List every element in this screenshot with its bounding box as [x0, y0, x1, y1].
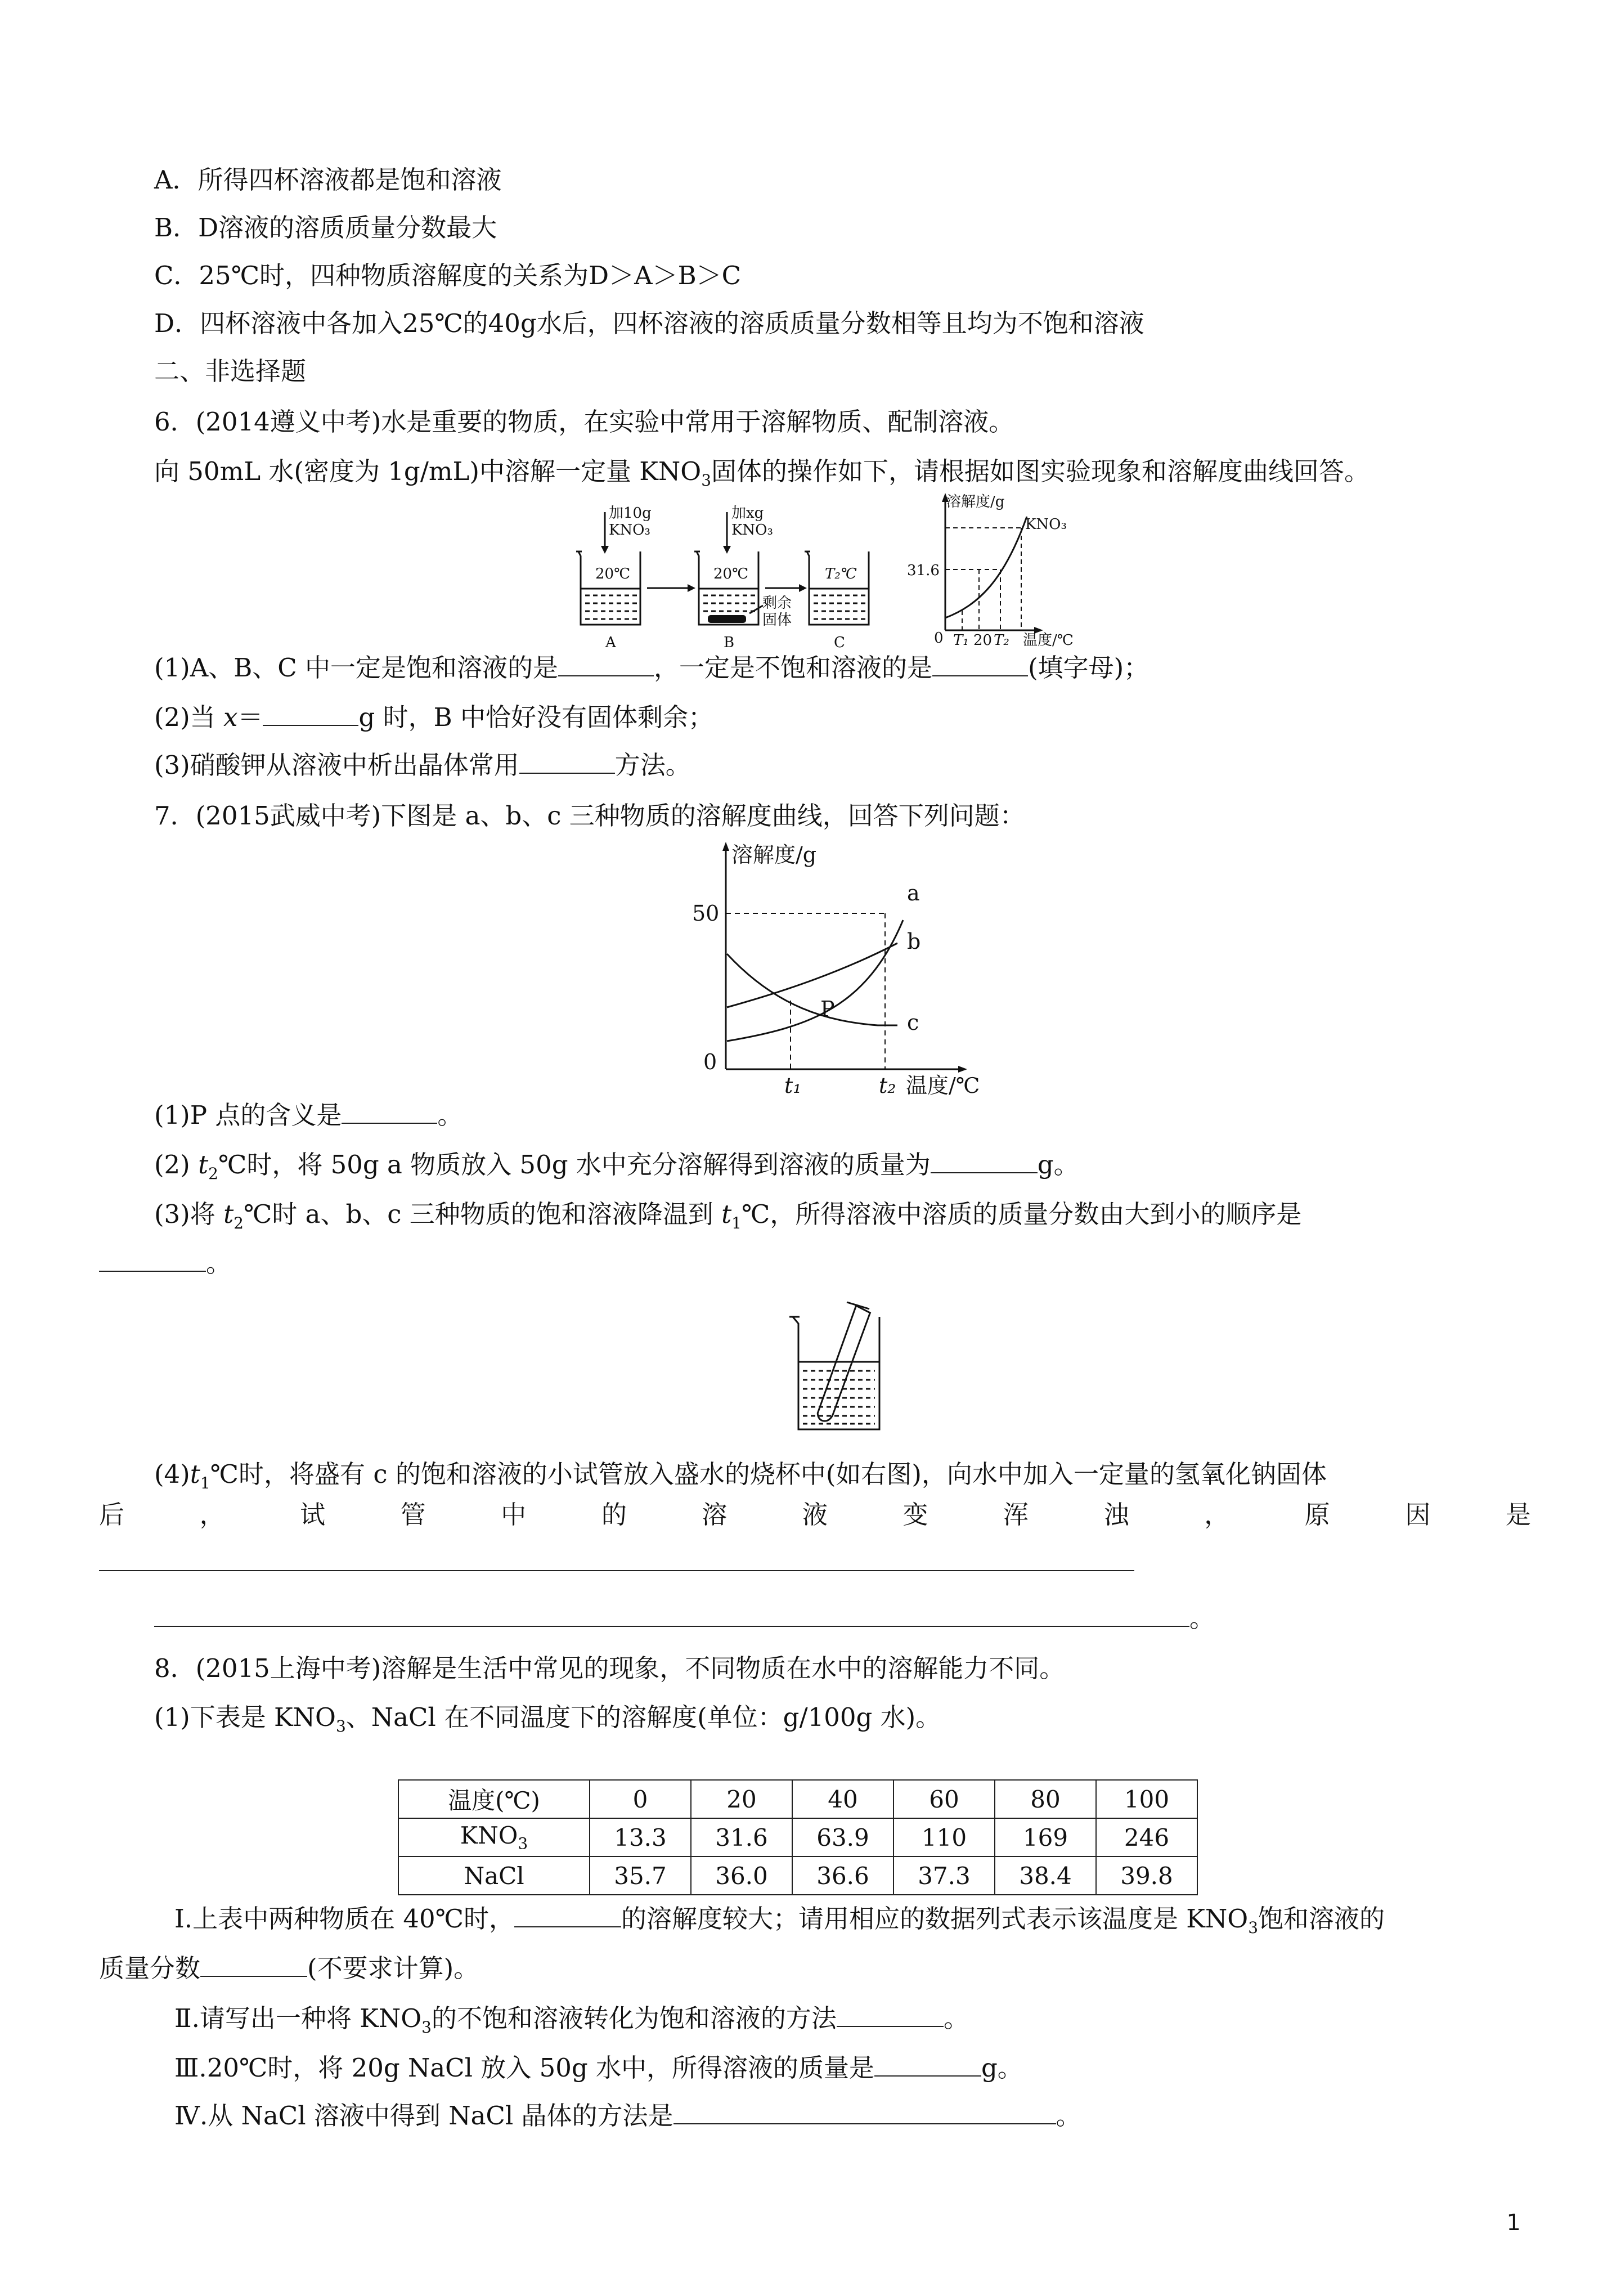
label-b: B — [724, 634, 735, 651]
table-row-label: NaCl — [398, 1856, 590, 1895]
answer-blank[interactable] — [154, 1603, 1189, 1627]
q8-item-iv: Ⅳ.从 NaCl 溶液中得到 NaCl 晶体的方法是 。 — [174, 2101, 1081, 2131]
table-cell: 110 — [893, 1818, 995, 1856]
graph-tick-t1: T₁ — [953, 632, 969, 647]
graph-ylabel: 溶解度/g — [946, 494, 1005, 510]
q8-item-iii: Ⅲ.20℃时，将 20g NaCl 放入 50g 水中，所得溶液的质量是 g。 — [174, 2053, 1023, 2083]
q6-solubility-graph — [895, 490, 1120, 647]
table-cell: 80 — [995, 1780, 1096, 1818]
q7-part4: $(4)t_1℃$时，将盛有 c 的饱和溶液的小试管放入盛水的烧杯中(如右图)，向水中加入一定量的氢氧化钠固体 — [154, 1459, 1327, 1492]
answer-blank[interactable] — [263, 702, 358, 726]
graph-tick-t2: T₂ — [994, 632, 1009, 647]
q6-part1: (1)A、B、C 中一定是饱和溶液的是 ，一定是不饱和溶液的是 (填字母)； — [154, 653, 1149, 683]
residue-line1: 剩余 — [762, 595, 792, 612]
q6-beaker-figure — [568, 495, 883, 658]
answer-blank[interactable] — [931, 1150, 1038, 1173]
chart-ylabel: 溶解度/g — [731, 842, 817, 867]
answer-blank[interactable] — [558, 653, 654, 676]
option-b: B．D溶液的溶质质量分数最大 — [154, 213, 497, 243]
q8-item-ii: Ⅱ.请写出一种将 $KNO_3$的不饱和溶液转化为饱和溶液的方法 。 — [174, 2003, 969, 2037]
chart-xlabel: 温度/℃ — [906, 1073, 980, 1098]
table-cell: 温度(℃) — [398, 1780, 590, 1818]
table-cell: 40 — [792, 1780, 893, 1818]
chart-t1: t₁ — [784, 1073, 802, 1098]
point-p-label: P — [820, 997, 835, 1021]
table-cell: 20 — [691, 1780, 792, 1818]
table-row-label: $KNO_3$ — [398, 1818, 590, 1856]
table-cell: 60 — [893, 1780, 995, 1818]
table-cell: 0 — [590, 1780, 691, 1818]
graph-curve-label: KNO₃ — [1025, 516, 1067, 533]
curve-label-b: b — [907, 929, 921, 954]
table-cell: 246 — [1096, 1818, 1197, 1856]
answer-blank[interactable] — [932, 653, 1028, 676]
table-cell: 39.8 — [1096, 1856, 1197, 1895]
answer-line[interactable] — [99, 1570, 1134, 1571]
table-cell: 36.0 — [691, 1856, 792, 1895]
add-b-line1: 加xg — [731, 505, 764, 522]
table-header-row — [398, 1780, 1197, 1818]
add-b-line2: KNO₃ — [731, 522, 773, 539]
table-cell: 36.6 — [792, 1856, 893, 1895]
q6-part3: (3)硝酸钾从溶液中析出晶体常用 方法。 — [154, 750, 691, 780]
label-c: C — [834, 634, 845, 651]
q8-title: 8．(2015上海中考)溶解是生活中常见的现象，不同物质在水中的溶解能力不同。 — [154, 1653, 1065, 1683]
beaker-a-temp: 20℃ — [595, 566, 631, 582]
solubility-table — [398, 1779, 1198, 1895]
option-c: C．25℃时，四种物质溶解度的关系为D＞A＞B＞C — [154, 261, 742, 290]
table-cell: 31.6 — [691, 1818, 792, 1856]
q7-part3: (3)将 $t_2℃$时 a、b、c 三种物质的饱和溶液降温到 $t_1℃$，所得溶液中溶质的质量分数由大到小的顺序是 — [154, 1199, 1302, 1232]
chart-t2: t₂ — [879, 1073, 896, 1098]
q6-title: 6．(2014遵义中考)水是重要的物质，在实验中常用于溶解物质、配制溶液。 — [154, 407, 1014, 437]
section-heading: 二、非选择题 — [154, 356, 307, 386]
beaker-test-tube-figure — [785, 1294, 920, 1435]
q7-title: 7．(2015武威中考)下图是 a、b、c 三种物质的溶解度曲线，回答下列问题： — [154, 801, 1025, 831]
q7-part1: (1)P 点的含义是 。 — [154, 1100, 463, 1130]
residue-line2: 固体 — [762, 612, 792, 629]
table-cell: 13.3 — [590, 1818, 691, 1856]
q7-part4-spread: 后 ， 试 管 中 的 溶 液 变 浑 浊 ， 原 因 是 — [99, 1500, 1531, 1530]
q6-intro: 向 50mL 水(密度为 1g/mL)中溶解一定量 $KNO_3$固体的操作如下，请根据如图实验现象和溶解度曲线回答。 — [154, 456, 1370, 490]
table-row-kno3 — [398, 1818, 1197, 1856]
option-d: D．四杯溶液中各加入25℃的40g水后，四杯溶液的溶质质量分数相等且均为不饱和溶液 — [154, 308, 1144, 338]
graph-xlabel: 温度/℃ — [1023, 632, 1074, 647]
add-a-line2: KNO₃ — [609, 522, 650, 539]
q8-part1: (1)下表是 $KNO_3$、NaCl 在不同温度下的溶解度(单位：g/100g 水)。 — [154, 1702, 941, 1736]
answer-blank[interactable] — [874, 2053, 981, 2077]
table-cell: 37.3 — [893, 1856, 995, 1895]
answer-blank[interactable] — [342, 1100, 437, 1124]
graph-origin: 0 — [934, 630, 944, 647]
q7-part3-blank: 。 — [99, 1246, 231, 1280]
table-cell: 63.9 — [792, 1818, 893, 1856]
chart-y50: 50 — [692, 901, 720, 926]
curve-label-a: a — [907, 881, 920, 905]
beaker-c-temp: T₂℃ — [825, 566, 857, 582]
curve-label-c: c — [907, 1010, 919, 1035]
answer-blank[interactable] — [200, 1953, 307, 1977]
page-number: 1 — [1506, 2210, 1521, 2236]
chart-origin: 0 — [703, 1050, 717, 1074]
add-a-line1: 加10g — [609, 505, 652, 522]
beaker-b-temp: 20℃ — [713, 566, 749, 582]
table-cell: 100 — [1096, 1780, 1197, 1818]
q7-solubility-chart — [675, 838, 1024, 1109]
answer-blank[interactable] — [519, 750, 615, 774]
table-cell: 169 — [995, 1818, 1096, 1856]
answer-blank[interactable] — [514, 1904, 621, 1927]
table-row-nacl — [398, 1856, 1197, 1895]
answer-blank[interactable] — [837, 2003, 944, 2027]
label-a: A — [605, 634, 616, 651]
answer-line-end: 。 — [154, 1602, 1215, 1635]
option-a: A．所得四杯溶液都是饱和溶液 — [154, 165, 502, 195]
q8-item-i: Ⅰ.上表中两种物质在 40℃时， 的溶解度较大；请用相应的数据列式表示该温度是 $KNO_3$饱和溶液的 — [174, 1904, 1385, 1937]
graph-value: 31.6 — [907, 562, 940, 579]
table-cell: 35.7 — [590, 1856, 691, 1895]
q8-item-i-cont: 质量分数 (不要求计算)。 — [99, 1953, 479, 1983]
answer-blank[interactable] — [99, 1248, 206, 1272]
answer-blank[interactable] — [673, 2101, 1056, 2124]
graph-tick-20: 20 — [973, 632, 993, 647]
q7-part2: (2) $t_2℃$时，将 50g a 物质放入 50g 水中充分溶解得到溶液的质量为 g。 — [154, 1150, 1079, 1183]
table-cell: 38.4 — [995, 1856, 1096, 1895]
q6-part2: (2)当 x＝ g 时，B 中恰好没有固体剩余； — [154, 702, 713, 732]
